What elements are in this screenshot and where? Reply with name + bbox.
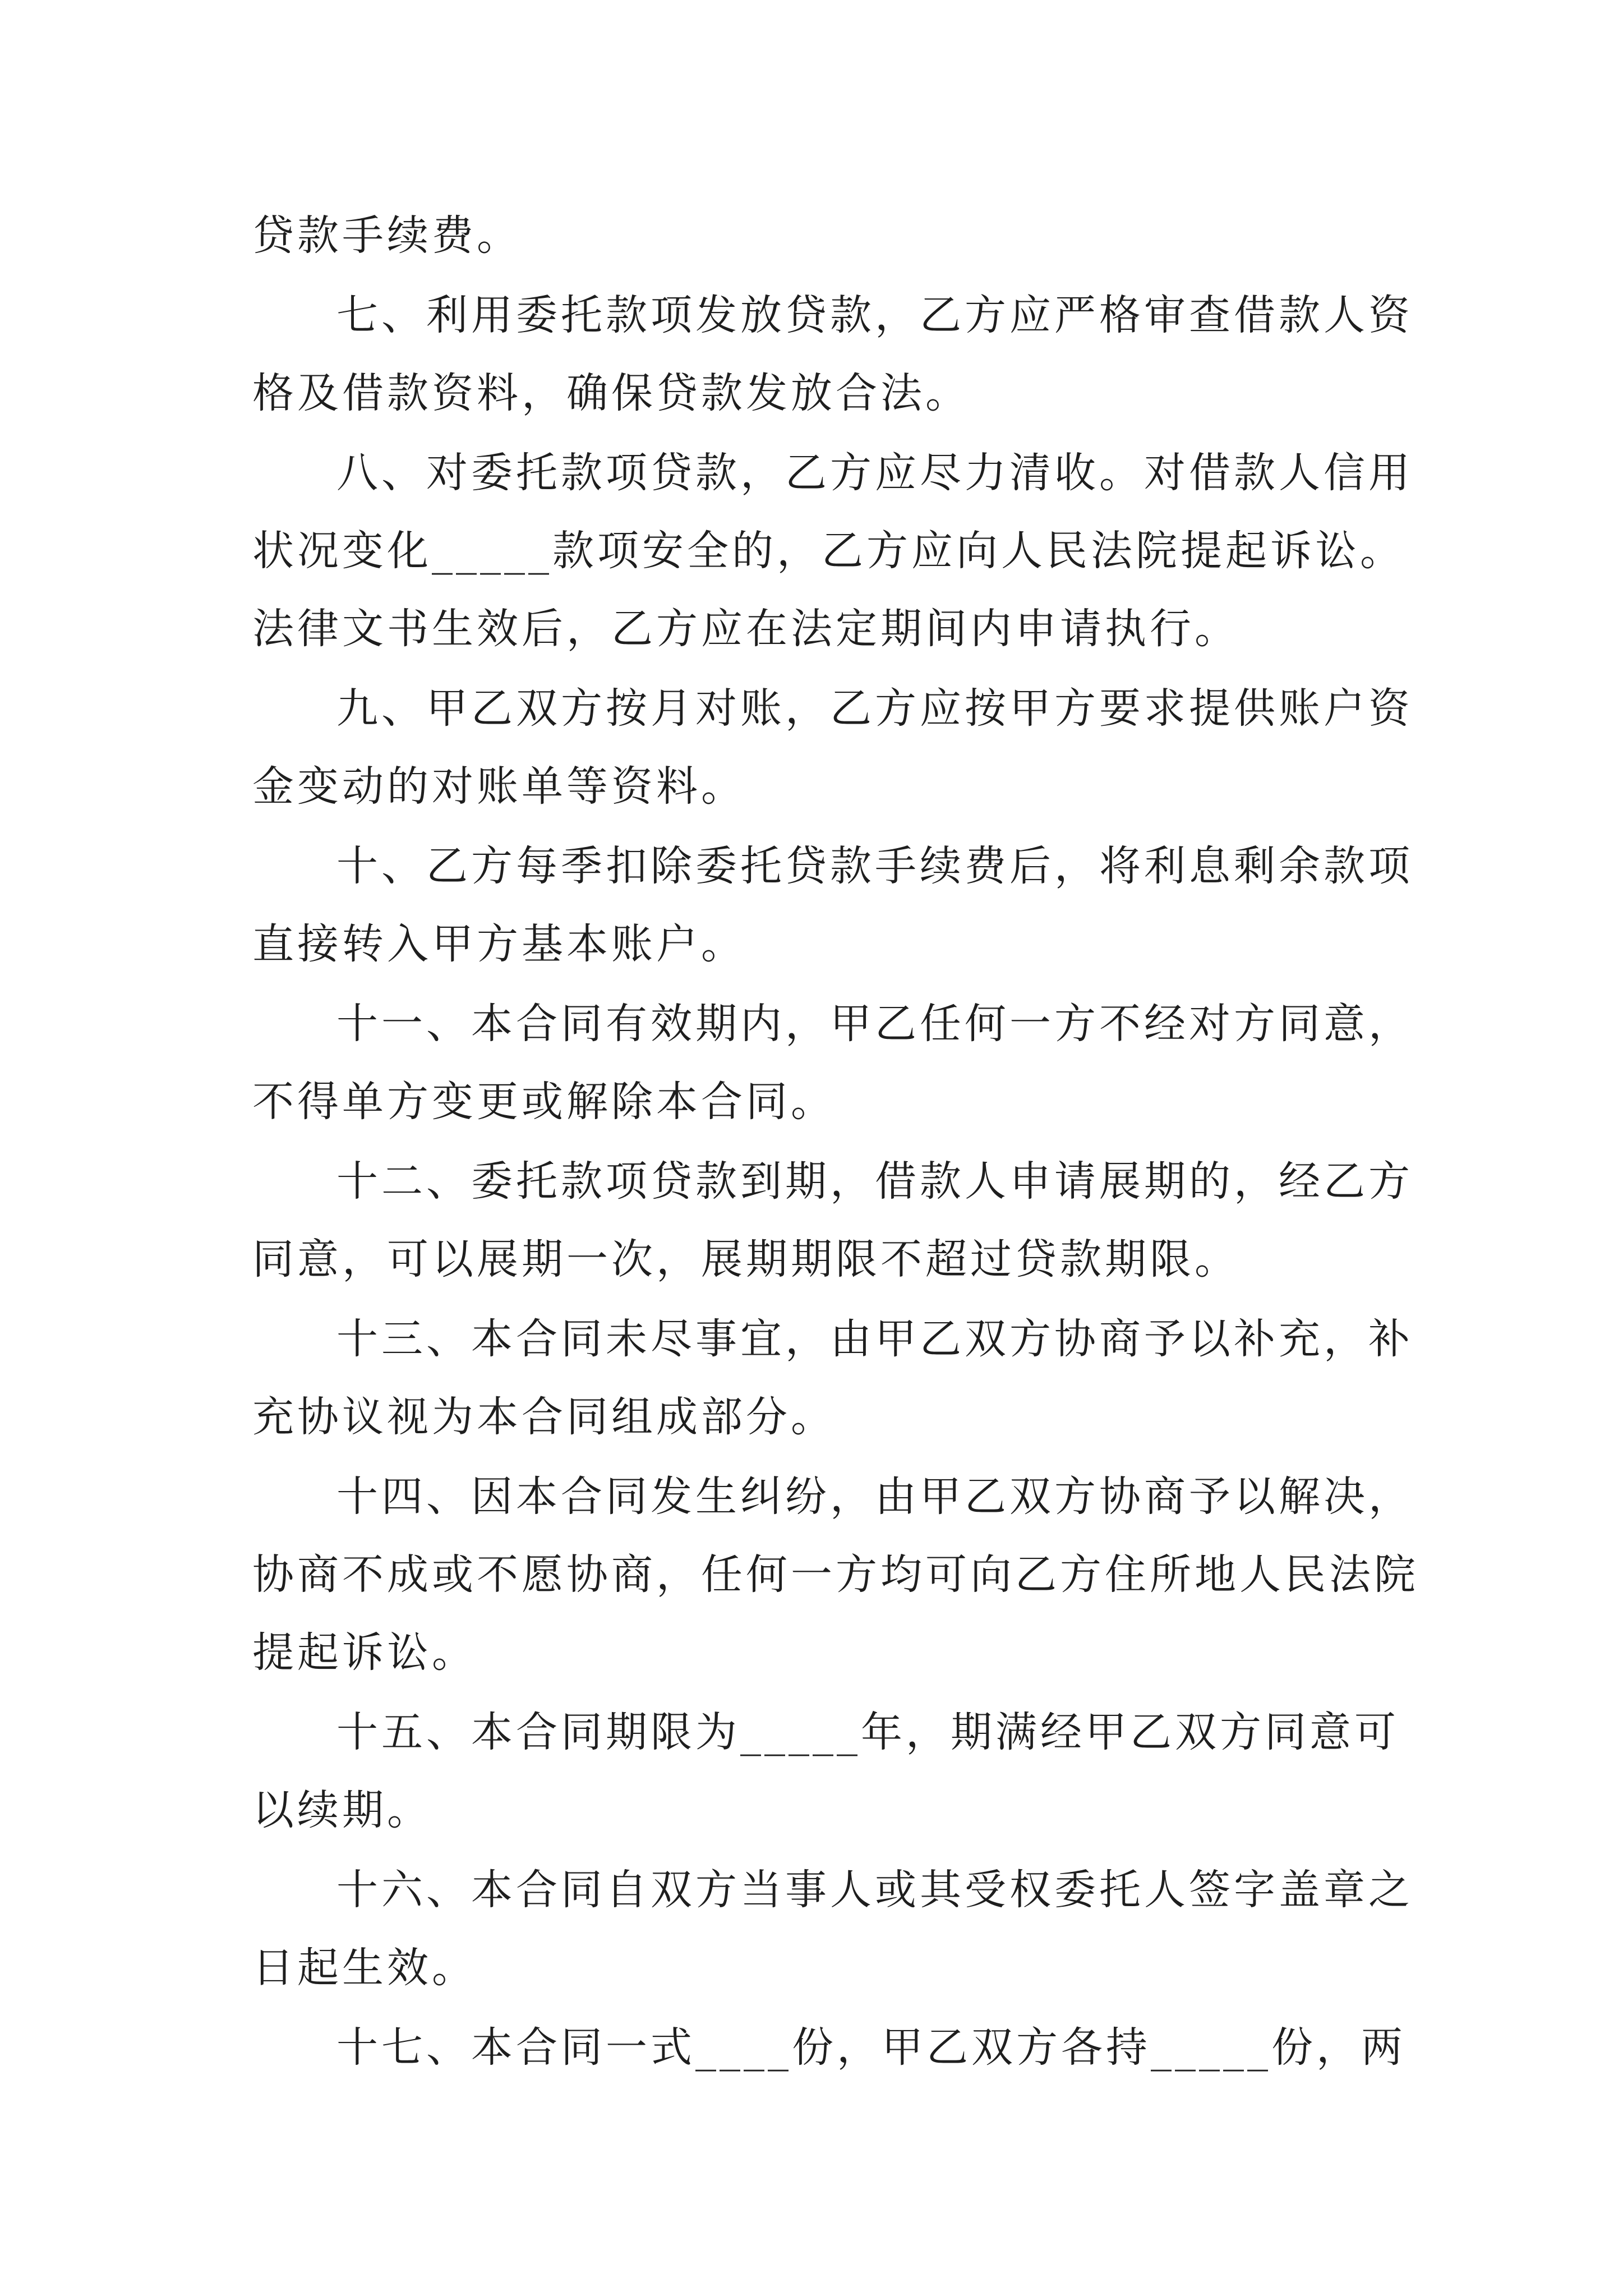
clause-8-line-2: 状况变化_____款项安全的，乙方应向人民法院提起诉讼。 <box>252 527 1405 575</box>
clause-10-line-2: 直接转入甲方基本账户。 <box>252 920 746 968</box>
clause-7-line-2: 格及借款资料，确保贷款发放合法。 <box>252 369 970 417</box>
clause-16-line-1: 十六、本合同自双方当事人或其受权委托人签字盖章之 <box>336 1866 1413 1914</box>
clause-16-line-2: 日起生效。 <box>252 1944 477 1992</box>
clause-8-line-3: 法律文书生效后，乙方应在法定期间内申请执行。 <box>252 605 1239 653</box>
clause-15-line-2: 以续期。 <box>252 1786 432 1834</box>
clause-15-line-1: 十五、本合同期限为_____年，期满经甲乙双方同意可 <box>336 1708 1399 1756</box>
clause-12-line-1: 十二、委托款项贷款到期，借款人申请展期的，经乙方 <box>336 1157 1413 1205</box>
text-line: 贷款手续费。 <box>252 211 522 260</box>
clause-9-line-2: 金变动的对账单等资料。 <box>252 762 746 811</box>
clause-14-line-2: 协商不成或不愿协商，任何一方均可向乙方住所地人民法院 <box>252 1550 1419 1599</box>
clause-8-line-1: 八、对委托款项贷款，乙方应尽力清收。对借款人信用 <box>336 449 1413 497</box>
clause-13-line-2: 充协议视为本合同组成部分。 <box>252 1393 836 1441</box>
clause-11-line-1: 十一、本合同有效期内，甲乙任何一方不经对方同意， <box>336 1000 1413 1048</box>
clause-17-line-1: 十七、本合同一式____份，甲乙双方各持_____份，两 <box>336 2023 1406 2072</box>
clause-11-line-2: 不得单方变更或解除本合同。 <box>252 1078 836 1126</box>
clause-10-line-1: 十、乙方每季扣除委托贷款手续费后，将利息剩余款项 <box>336 842 1413 890</box>
clause-7-line-1: 七、利用委托款项发放贷款，乙方应严格审查借款人资 <box>336 291 1413 339</box>
clause-13-line-1: 十三、本合同未尽事宜，由甲乙双方协商予以补充，补 <box>336 1315 1413 1363</box>
clause-14-line-3: 提起诉讼。 <box>252 1628 477 1677</box>
clause-9-line-1: 九、甲乙双方按月对账，乙方应按甲方要求提供账户资 <box>336 684 1413 733</box>
clause-14-line-1: 十四、因本合同发生纠纷，由甲乙双方协商予以解决， <box>336 1473 1413 1521</box>
clause-12-line-2: 同意，可以展期一次，展期期限不超过贷款期限。 <box>252 1235 1239 1283</box>
